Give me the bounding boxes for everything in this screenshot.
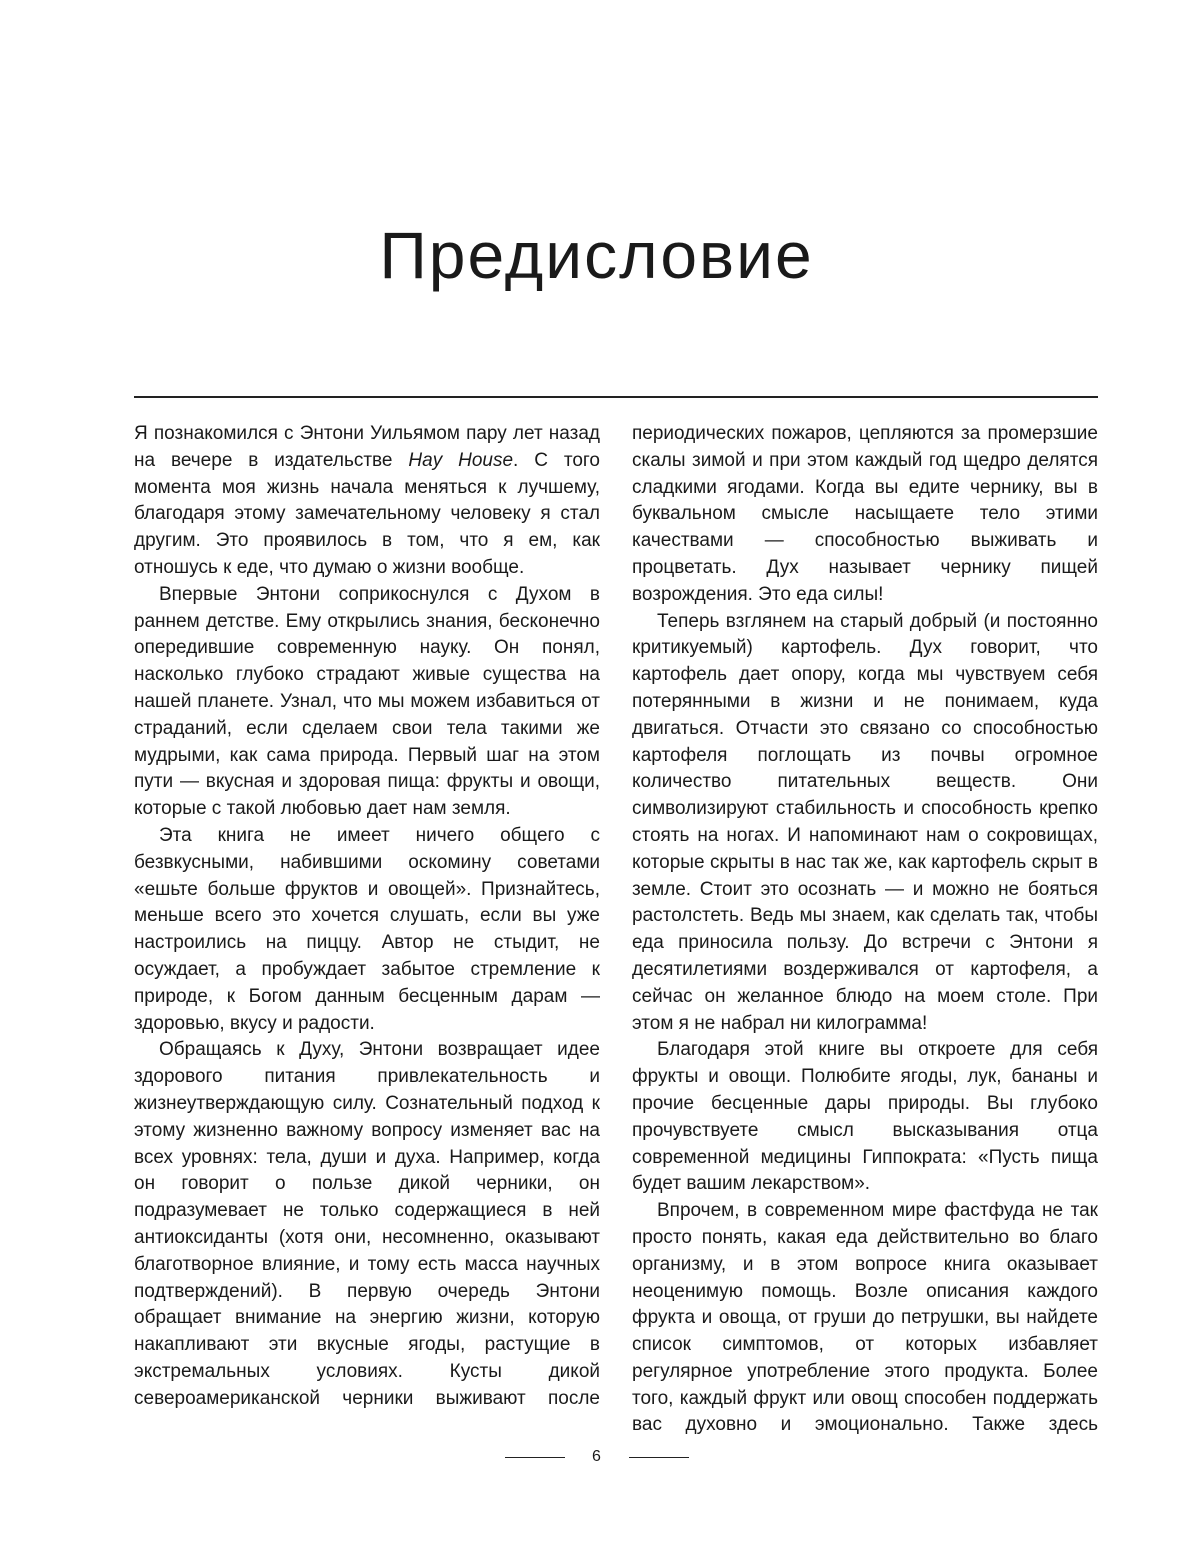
footer-rule-right: [629, 1457, 689, 1458]
title-divider: [134, 396, 1098, 398]
paragraph-text: Я познакомился с Энтони Уильямом пару лет назад на вечере в издательстве: [134, 423, 600, 471]
paragraph: Впервые Энтони соприкоснулся с Духом в раннем детстве. Ему открылись знания, бесконечно опередившие современную науку. Он понял, насколько глубоко страдают живые существа на нашей планете. Узнал, что мы можем избавиться от страданий, если сделаем свои тела такими же мудрыми, как сама природа. Первый шаг на этом пути — вкусная и здоровая пища: фрукты и овощи, которые с такой любовью дает нам земля.: [134, 583, 600, 820]
left-column: [134, 421, 600, 1411]
paragraph: [134, 421, 600, 582]
paragraph: Теперь взглянем на старый добрый (и постоянно критикуемый) картофель. Дух говорит, что картофель дает опору, когда мы чувствуем себя потерянными в жизни и не понимаем, куда двигаться. Отчасти это связано со способностью картофеля поглощать из почвы огромное количество питательных веществ. Они символизируют стабильность и способность крепко стоять на ногах. И напоминают нам о сокровищах, которые скрыты в нас так же, как картофель скрыт в земле. Стоит это осознать — и можно не бояться растолстеть. Ведь мы знаем, как сделать так, чтобы еда приносила пользу. До встречи с Энтони я десятилетиями воздерживался от картофеля, а сейчас он желанное блюдо на моем столе. При этом я не набрал ни килограмма!: [632, 610, 1098, 1034]
footer-rule-left: [505, 1457, 565, 1458]
page-number: 6: [592, 1448, 601, 1465]
paragraph: Обращаясь к Духу, Энтони возвращает идее здорового питания привлекательность и жизнеутверждающую силу. Сознательный подход к этому жизненно важному вопросу изменяет вас на всех уровнях: тела, души и духа. Например, когда он говорит о пользе дикой черники, он подразумевает не только содержащиеся в ней антиоксиданты (хотя они, несомненно, оказывают благотворное влияние, и тому есть масса научных подтверждений). В первую очередь Энтони обращает внимание на энергию жизни, которую накапливают эти вкусные ягоды, растущие в экстремальных условиях. Кусты дикой североамериканской черники выживают после: [134, 1039, 600, 1409]
paragraph-text: . С того момента моя жизнь начала меняться к лучшему, благодаря этому замечательному человеку я стал другим. Это проявилось в том, что я ем, как отношусь к еде, что думаю о жизни вообще.: [134, 449, 600, 578]
paragraph: периодических пожаров, цепляются за промерзшие скалы зимой и при этом каждый год щедро делятся сладкими ягодами. Когда вы едите чернику, вы в буквальном смысле насыщаете тело этими качествами — способностью выживать и процветать. Дух называет чернику пищей возрождения. Это еда силы!: [632, 423, 1098, 605]
paragraph: Впрочем, в современном мире фастфуда не так просто понять, какая еда действительно во благо организму, и в этом вопросе книга оказывает неоценимую помощь. Возле описания каждого фрукта и овоща, от груши до петрушки, вы найдете список симптомов, от которых избавляет регулярное употребление этого продукта. Более того, каждый фрукт или овощ способен поддержать вас духовно и эмоционально. Также здесь: [632, 1200, 1098, 1436]
page-title: Предисловие: [379, 218, 814, 292]
paragraph: Благодаря этой книге вы откроете для себя фрукты и овощи. Полюбите ягоды, лук, бананы и прочие бесценные дары природы. Вы глубоко прочувствуете смысл высказывания отца современной медицины Гиппократа: «Пусть пища будет вашим лекарством».: [632, 1039, 1098, 1195]
paragraph: Эта книга не имеет ничего общего с безвкусными, набившими оскомину советами «ешьте больше фруктов и овощей». Признайтесь, меньше всего это хочется слушать, если вы уже настроились на пиццу. Автор не стыдит, не осуждает, а пробуждает забытое стремление к природе, к Богом данным бесценным дарам — здоровью, вкусу и радости.: [134, 824, 600, 1034]
publisher-name: Hay House: [408, 449, 514, 471]
right-column: [632, 421, 1098, 1436]
page-footer: [0, 1448, 1193, 1466]
